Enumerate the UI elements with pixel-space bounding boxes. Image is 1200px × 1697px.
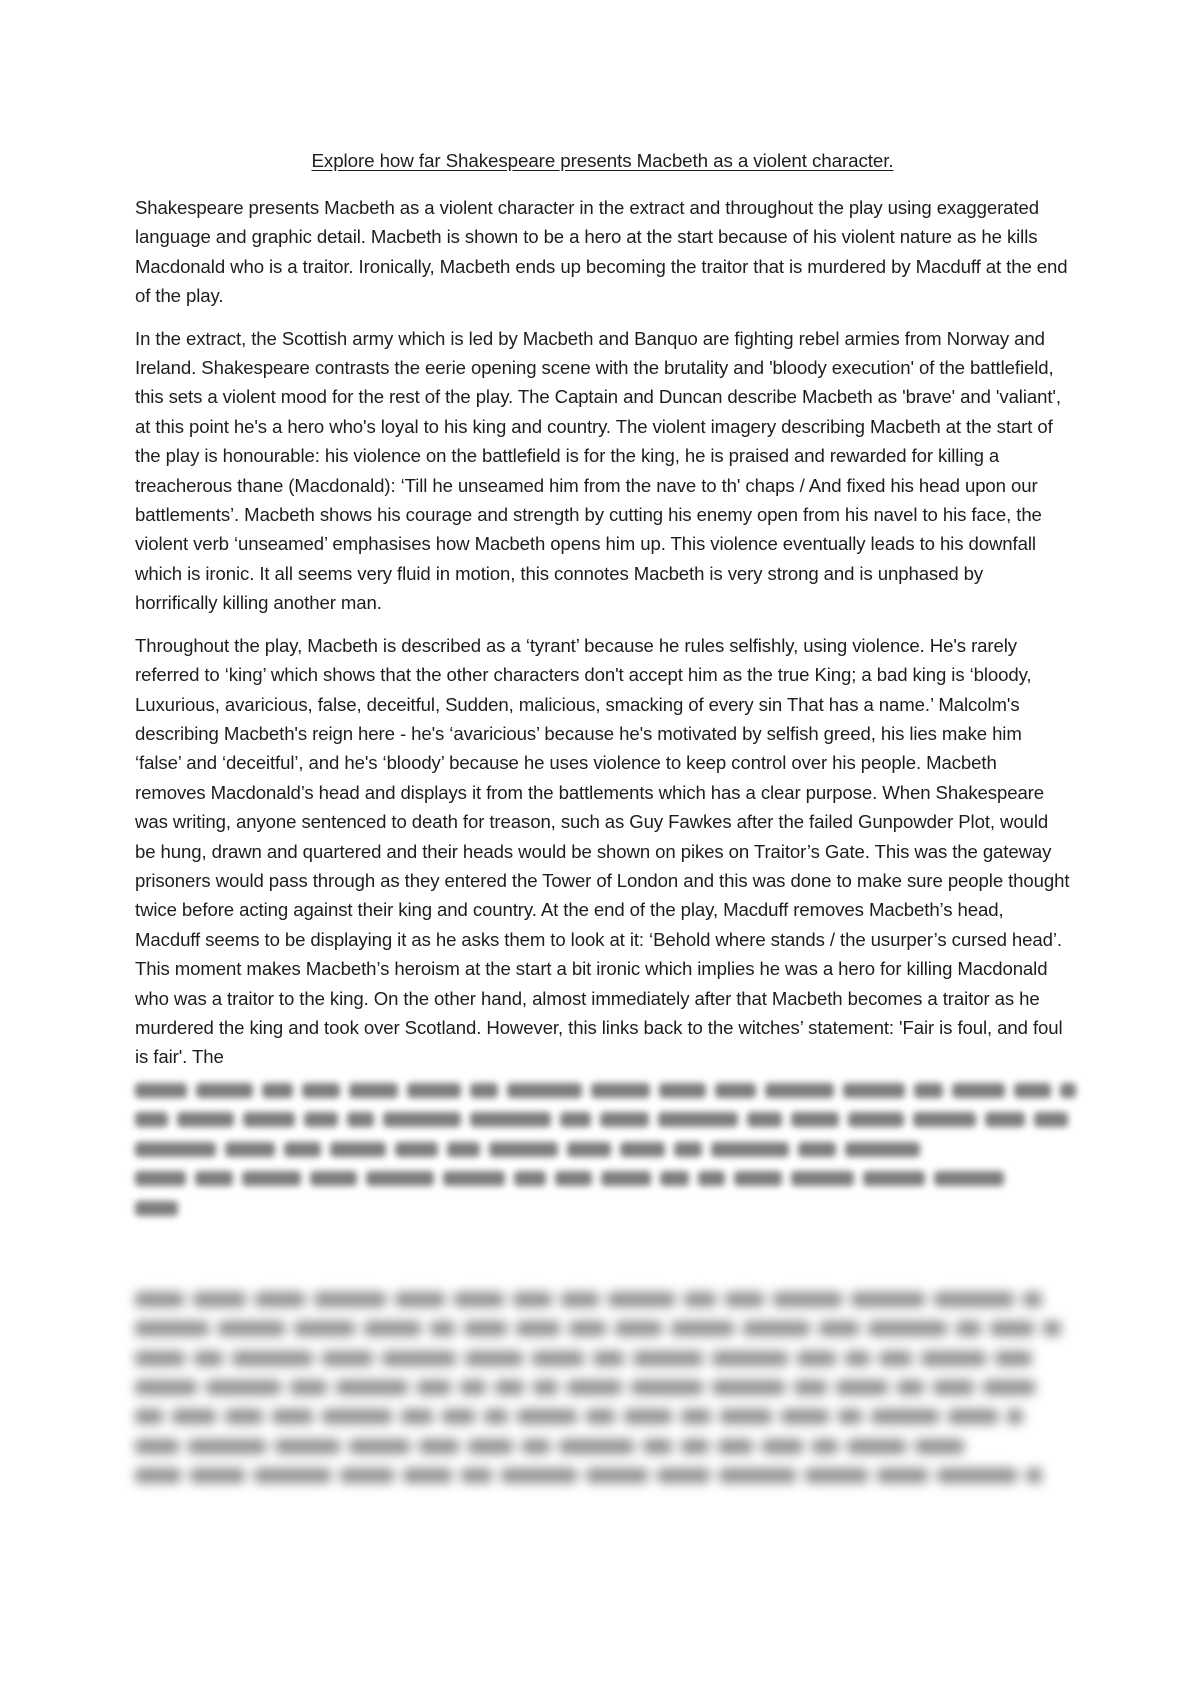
- essay-paragraph-3: Throughout the play, Macbeth is described as a ‘tyrant’ because he rules selfishly, using violence. He's rarely referred to ‘king’ which shows that the other characters don't accept him as the true King; a bad king is ‘bloody, Luxurious, avaricious, false, deceitful, Sudden, malicious, smacking of every sin That has a name.’ Malcolm's describing Macbeth's reign here - he's ‘avaricious’ because he's motivated by selfish greed, his lies make him ‘false’ and ‘deceitful’, and he's ‘bloody’ because he uses violence to keep control over his people. Macbeth removes Macdonald’s head and displays it from the battlements which has a clear purpose. When Shakespeare was writing, anyone sentenced to death for treason, such as Guy Fawkes after the failed Gunpowder Plot, would be hung, drawn and quartered and their heads would be shown on pikes on Traitor’s Gate. This was the gateway prisoners would pass through as they entered the Tower of London and this was done to make sure people thought twice before acting against their king and country. At the end of the play, Macduff removes Macbeth’s head, Macduff seems to be displaying it as he asks them to look at it: ‘Behold where stands / the usurper’s cursed head’. This moment makes Macbeth’s heroism at the start a bit ironic which implies he was a hero for killing Macdonald who was a traitor to the king. On the other hand, almost immediately after that Macbeth becomes a traitor as he murdered the king and took over Scotland. However, this links back to the witches’ statement: 'Fair is foul, and foul is fair'. The: [135, 634, 1070, 1068]
- redacted-word-blob: [468, 1439, 513, 1454]
- redacted-word-blob: [838, 1409, 862, 1424]
- redacted-word-blob: [715, 1083, 755, 1098]
- redacted-word-blob: [848, 1112, 904, 1127]
- redacted-text-line: [135, 1135, 1070, 1164]
- redacted-word-blob: [501, 1468, 577, 1483]
- redacted-word-blob: [196, 1083, 253, 1098]
- redacted-word-blob: [868, 1321, 947, 1336]
- redacted-word-blob: [843, 1083, 905, 1098]
- redacted-word-blob: [135, 1142, 216, 1157]
- redacted-word-blob: [516, 1321, 561, 1336]
- redacted-word-blob: [135, 1321, 209, 1336]
- redacted-word-blob: [791, 1171, 854, 1186]
- redacted-word-blob: [135, 1201, 178, 1216]
- redacted-word-blob: [718, 1439, 753, 1454]
- redacted-word-blob: [657, 1468, 710, 1483]
- redacted-word-blob: [845, 1142, 920, 1157]
- redacted-text-line: [135, 1314, 1070, 1343]
- redacted-word-blob: [135, 1083, 187, 1098]
- redacted-word-blob: [743, 1321, 810, 1336]
- redacted-word-blob: [934, 1292, 1014, 1307]
- redacted-word-blob: [921, 1351, 986, 1366]
- redacted-word-blob: [719, 1468, 796, 1483]
- redacted-word-blob: [135, 1112, 168, 1127]
- redacted-word-blob: [218, 1321, 285, 1336]
- redacted-word-blob: [254, 1468, 331, 1483]
- redacted-word-blob: [135, 1171, 186, 1186]
- redacted-text-line: [135, 1461, 1070, 1490]
- redacted-word-blob: [567, 1380, 622, 1395]
- redacted-word-blob: [262, 1083, 293, 1098]
- redacted-word-blob: [366, 1171, 434, 1186]
- redacted-word-blob: [847, 1439, 906, 1454]
- redacted-word-blob: [819, 1321, 858, 1336]
- redacted-word-blob: [135, 1292, 184, 1307]
- redacted-word-blob: [915, 1439, 964, 1454]
- redacted-word-blob: [914, 1083, 942, 1098]
- redacted-word-blob: [674, 1142, 703, 1157]
- redacted-word-blob: [781, 1409, 829, 1424]
- redacted-word-blob: [470, 1112, 550, 1127]
- redacted-word-blob: [567, 1142, 611, 1157]
- redacted-word-blob: [489, 1142, 558, 1157]
- redacted-word-blob: [956, 1321, 980, 1336]
- redacted-text-line: [135, 1344, 1070, 1373]
- redacted-word-blob: [937, 1468, 1017, 1483]
- essay-title: Explore how far Shakespeare presents Macbeth as a violent character.: [311, 150, 894, 171]
- redacted-word-blob: [643, 1439, 672, 1454]
- redacted-word-blob: [586, 1468, 648, 1483]
- redacted-text-line: [135, 1402, 1070, 1431]
- redacted-word-blob: [135, 1439, 179, 1454]
- redacted-word-blob: [948, 1409, 998, 1424]
- redacted-word-blob: [430, 1321, 455, 1336]
- redacted-word-blob: [322, 1409, 392, 1424]
- redacted-word-blob: [711, 1142, 789, 1157]
- redacted-text-line: [135, 1193, 1070, 1222]
- redacted-word-blob: [1060, 1083, 1076, 1098]
- redacted-word-blob: [349, 1083, 399, 1098]
- redacted-word-blob: [765, 1083, 834, 1098]
- redacted-word-blob: [601, 1171, 651, 1186]
- redacted-word-blob: [401, 1409, 433, 1424]
- redacted-word-blob: [304, 1112, 338, 1127]
- redacted-word-blob: [533, 1380, 558, 1395]
- redacted-word-blob: [797, 1351, 836, 1366]
- redacted-word-blob: [272, 1409, 313, 1424]
- redacted-text-line: [135, 1164, 1070, 1193]
- redacted-word-blob: [232, 1351, 313, 1366]
- redacted-word-blob: [349, 1439, 410, 1454]
- redacted-word-blob: [495, 1380, 524, 1395]
- redacted-word-blob: [419, 1439, 459, 1454]
- redacted-word-blob: [135, 1468, 181, 1483]
- redacted-word-blob: [447, 1142, 480, 1157]
- redacted-word-blob: [871, 1409, 939, 1424]
- redacted-word-blob: [190, 1468, 245, 1483]
- redacted-word-blob: [417, 1380, 451, 1395]
- redacted-word-blob: [593, 1351, 624, 1366]
- redacted-word-blob: [586, 1409, 615, 1424]
- redacted-word-blob: [255, 1292, 304, 1307]
- redacted-word-blob: [454, 1292, 503, 1307]
- redacted-word-blob: [805, 1468, 868, 1483]
- redacted-word-blob: [470, 1083, 499, 1098]
- essay-paragraph-1: Shakespeare presents Macbeth as a violent character in the extract and throughout the play using exaggerated language and graphic detail. Macbeth is shown to be a hero at the start because of his violent nature as he kills Macdonald who is a traitor. Ironically, Macbeth ends up becoming the traitor that is murdered by Macduff at the end of the play.: [135, 197, 1068, 307]
- redacted-word-blob: [712, 1351, 788, 1366]
- redacted-word-blob: [310, 1171, 357, 1186]
- redacted-word-blob: [631, 1380, 703, 1395]
- redacted-word-blob: [684, 1292, 716, 1307]
- redacted-word-blob: [407, 1083, 460, 1098]
- redacted-word-blob: [302, 1083, 340, 1098]
- redacted-word-blob: [1023, 1292, 1042, 1307]
- redacted-text-line: [135, 1373, 1070, 1402]
- redacted-word-blob: [879, 1351, 912, 1366]
- redacted-text-line: [135, 1105, 1070, 1134]
- redacted-word-blob: [591, 1083, 649, 1098]
- redacted-word-blob: [985, 1112, 1025, 1127]
- redacted-word-blob: [172, 1409, 217, 1424]
- redacted-word-blob: [340, 1468, 395, 1483]
- redacted-word-blob: [990, 1321, 1035, 1336]
- redacted-text-line: [135, 1285, 1070, 1314]
- redacted-word-blob: [812, 1439, 838, 1454]
- redacted-word-blob: [1043, 1321, 1060, 1336]
- redacted-word-blob: [791, 1112, 839, 1127]
- redacted-word-blob: [382, 1351, 457, 1366]
- redacted-word-blob: [364, 1321, 420, 1336]
- redacted-word-blob: [836, 1380, 889, 1395]
- redacted-word-blob: [465, 1351, 523, 1366]
- redacted-word-blob: [460, 1380, 486, 1395]
- redacted-word-blob: [395, 1142, 438, 1157]
- redacted-word-blob: [845, 1351, 870, 1366]
- redacted-word-blob: [633, 1351, 703, 1366]
- redacted-word-blob: [314, 1292, 387, 1307]
- redacted-word-blob: [194, 1351, 223, 1366]
- redacted-word-blob: [569, 1321, 605, 1336]
- redacted-word-blob: [507, 1083, 582, 1098]
- redacted-word-blob: [608, 1292, 675, 1307]
- redacted-word-blob: [242, 1171, 301, 1186]
- redacted-word-blob: [624, 1409, 671, 1424]
- redacted-word-blob: [347, 1112, 374, 1127]
- redacted-word-blob: [514, 1171, 546, 1186]
- redacted-word-blob: [560, 1112, 591, 1127]
- essay-paragraph-2: In the extract, the Scottish army which is led by Macbeth and Banquo are fighting rebel armies from Norway and Ireland. Shakespeare contrasts the eerie opening scene with the brutality and 'bloody execution' of the battlefield, this sets a violent mood for the rest of the play. The Captain and Duncan describe Macbeth as 'brave' and 'valiant', at this point he's a hero who's loyal to his king and country. The violent imagery describing Macbeth at the start of the play is honourable: his violence on the battlefield is for the king, he is praised and rewarded for killing a treacherous thane (Macdonald): ‘Till he unseamed him from the nave to th' chaps / And fixed his head upon our battlements’. Macbeth shows his courage and strength by cutting his enemy open from his navel to his face, the violent verb ‘unseamed’ emphasises how Macbeth opens him up. This violence eventually leads to his downfall which is ironic. It all seems very fluid in motion, this connotes Macbeth is very strong and is unphased by horrifically killing another man.: [135, 327, 1061, 614]
- redacted-word-blob: [773, 1292, 841, 1307]
- redacted-word-blob: [600, 1112, 650, 1127]
- redacted-word-blob: [897, 1380, 924, 1395]
- redacted-word-blob: [762, 1439, 804, 1454]
- redacted-word-blob: [952, 1083, 1005, 1098]
- redacted-word-blob: [983, 1380, 1035, 1395]
- redacted-word-blob: [442, 1409, 476, 1424]
- redacted-word-blob: [660, 1171, 689, 1186]
- redacted-word-blob: [734, 1171, 782, 1186]
- redacted-word-blob: [798, 1142, 836, 1157]
- redacted-word-blob: [464, 1321, 507, 1336]
- redacted-word-blob: [135, 1409, 163, 1424]
- redacted-word-blob: [522, 1439, 550, 1454]
- redacted-word-blob: [193, 1292, 246, 1307]
- redacted-word-blob: [188, 1439, 266, 1454]
- redacted-word-blob: [720, 1409, 772, 1424]
- redacted-word-blob: [794, 1380, 826, 1395]
- redacted-word-blob: [461, 1468, 492, 1483]
- redacted-word-blob: [620, 1142, 664, 1157]
- redacted-word-blob: [135, 1351, 185, 1366]
- redacted-word-blob: [294, 1321, 355, 1336]
- redacted-word-blob: [290, 1380, 327, 1395]
- redacted-word-blob: [747, 1112, 782, 1127]
- redacted-word-blob: [1026, 1468, 1042, 1483]
- redacted-word-blob: [135, 1380, 197, 1395]
- redacted-text-line: [135, 1076, 1070, 1105]
- redacted-word-blob: [681, 1409, 711, 1424]
- redacted-word-blob: [275, 1439, 341, 1454]
- redacted-word-blob: [195, 1171, 233, 1186]
- redacted-word-blob: [484, 1409, 508, 1424]
- redacted-word-blob: [177, 1112, 234, 1127]
- redacted-word-blob: [725, 1292, 765, 1307]
- redacted-word-blob: [851, 1292, 925, 1307]
- redacted-word-blob: [933, 1380, 973, 1395]
- blurred-paragraph: [135, 1285, 1070, 1491]
- blurred-paragraph-continuation: [135, 1076, 1070, 1223]
- redacted-word-blob: [1007, 1409, 1023, 1424]
- redacted-word-blob: [517, 1409, 577, 1424]
- redacted-word-blob: [698, 1171, 725, 1186]
- redacted-word-blob: [559, 1439, 634, 1454]
- redacted-word-blob: [863, 1171, 925, 1186]
- redacted-word-blob: [532, 1351, 583, 1366]
- redacted-word-blob: [671, 1321, 735, 1336]
- redacted-word-blob: [243, 1112, 295, 1127]
- redacted-word-blob: [995, 1351, 1032, 1366]
- redacted-word-blob: [336, 1380, 408, 1395]
- redacted-word-blob: [561, 1292, 599, 1307]
- redacted-word-blob: [615, 1321, 662, 1336]
- redacted-word-blob: [1014, 1083, 1052, 1098]
- redacted-word-blob: [330, 1142, 386, 1157]
- redacted-word-blob: [322, 1351, 372, 1366]
- redacted-word-blob: [681, 1439, 709, 1454]
- redacted-word-blob: [225, 1142, 275, 1157]
- redacted-word-blob: [913, 1112, 976, 1127]
- redacted-word-blob: [658, 1112, 737, 1127]
- redacted-word-blob: [443, 1171, 505, 1186]
- redacted-word-blob: [877, 1468, 928, 1483]
- redacted-word-blob: [712, 1380, 785, 1395]
- redacted-text-line: [135, 1432, 1070, 1461]
- redacted-word-blob: [403, 1468, 451, 1483]
- redacted-word-blob: [225, 1409, 262, 1424]
- redacted-word-blob: [206, 1380, 280, 1395]
- redacted-word-blob: [284, 1142, 321, 1157]
- redacted-word-blob: [513, 1292, 552, 1307]
- redacted-word-blob: [934, 1171, 1004, 1186]
- redacted-word-blob: [659, 1083, 707, 1098]
- redacted-word-blob: [395, 1292, 445, 1307]
- redacted-word-blob: [383, 1112, 461, 1127]
- redacted-word-blob: [555, 1171, 592, 1186]
- redacted-word-blob: [1034, 1112, 1068, 1127]
